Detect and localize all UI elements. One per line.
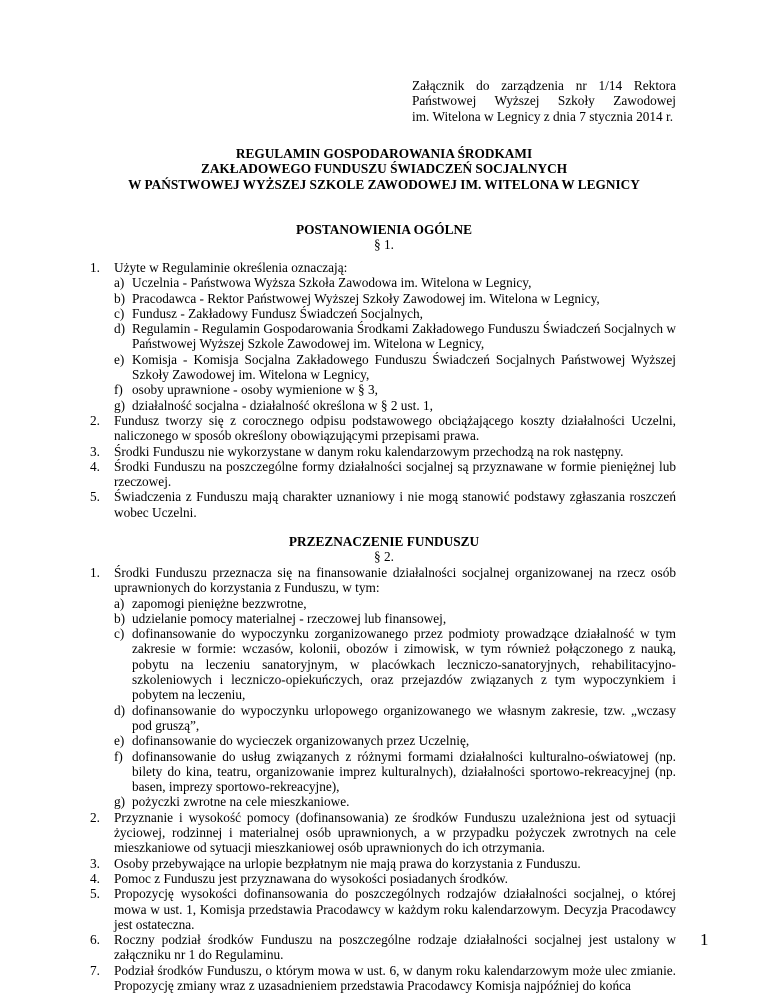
sub-item: d) Regulamin - Regulamin Gospodarowania Środkami Zakładowego Funduszu Świadczeń Socjalnych w Państwowej Wyższej Szkole Zawodowej im. Witelona w Legnicy,: [114, 321, 676, 352]
section-1-title: POSTANOWIENIA OGÓLNE: [296, 222, 472, 237]
list-item: 4. Środki Funduszu na poszczególne formy działalności socjalnej są przyznawane w formie pieniężnej lub rzeczowej.: [90, 458, 676, 490]
sub-item: c) Fundusz - Zakładowy Fundusz Świadczeń Socjalnych,: [114, 305, 423, 321]
sub-item: b) udzielanie pomocy materialnej - rzeczowej lub finansowej,: [114, 610, 447, 626]
sub-item: g) pożyczki zwrotne na cele mieszkaniowe.: [114, 794, 350, 810]
sub-item: a) Uczelnia - Państwowa Wyższa Szkoła Zawodowa im. Witelona w Legnicy,: [114, 275, 532, 291]
section-1-heading: [84, 222, 684, 253]
list-item: 1. Użyte w Regulaminie określenia oznaczają: a) Uczelnia - Państwowa Wyższa Szkoła Zawodowa im. Witelona w Legnicy, b) Pracodawca - Rektor Państwowej Wyższej Szkoły Zawodowej im. Witelona w Legnicy, c) Fundusz - Zakładowy Fundusz Świadczeń Socjalnych, d) Regulamin - Regulamin Gospodarowania Środkami Zakładowego Funduszu Świadczeń Socjalnych w Państwowej Wyższej Szkole Zawodowej im. Witelona w Legnicy, e) Komisja - Komisja Socjalna Zakładowego Funduszu Świadczeń Socjalnych Państwowej Wyższej Szkoły Zawodowej im. Witelona w Legnicy, f) osoby uprawnione - osoby wymienione w § 3, g) działalność socjalna - działalność określona w § 2 ust. 1,: [90, 260, 676, 413]
list-item: 5. Świadczenia z Funduszu mają charakter uznaniowy i nie mogą stanowić podstawy zgłaszania roszczeń wobec Uczelni.: [90, 489, 676, 520]
list-item: 1. Środki Funduszu przeznacza się na finansowanie działalności socjalnej organizowanej na rzecz osób uprawnionych do korzystania z Funduszu, w tym: a) zapomogi pieniężne bezzwrotne, b) udzielanie pomocy materialnej - rzeczowej lub finansowej, c) dofinansowanie do wypoczynku zorganizowanego przez podmioty prowadzące działalność w tym zakresie w formie: wczasów, kolonii, obozów i zimowisk, w tym również połączonego z nauką, pobytu na leczeniu sanatoryjnym, w placówkach leczniczo-sanatoryjnych, rehabilitacyjno-szkoleniowych i leczniczo-opiekuńczych, oraz przejazdów związanych z tym wypoczynkiem i pobytem na leczeniu, d) dofinansowanie do wypoczynku urlopowego organizowanego we własnym zakresie, tzw. „wczasy pod gruszą”, e) dofinansowanie do wycieczek organizowanych przez Uczelnię, f) dofinansowanie do usług związanych z różnymi formami działalności kulturalno-oświatowej (np. bilety do kina, teatru, organizowanie imprez kulturalnych), działalności sportowo-rekreacyjnej (np. basen, imprezy sportowo-rekreacyjne), g) pożyczki zwrotne na cele mieszkaniowe.: [90, 565, 676, 810]
list-item: 2. Fundusz tworzy się z corocznego odpisu podstawowego obciążającego koszty działalności Uczelni, naliczonego w sposób określony obowiązującymi przepisami prawa.: [90, 412, 676, 444]
sub-item: a) zapomogi pieniężne bezzwrotne,: [114, 595, 307, 611]
sub-item: f) osoby uprawnione - osoby wymienione w § 3,: [114, 382, 378, 398]
document-title: [84, 146, 684, 192]
title-line-1: REGULAMIN GOSPODAROWANIA ŚRODKAMI: [235, 146, 533, 161]
section-2-paragraph-sign: § 2.: [374, 549, 394, 565]
list-item: 5. Propozycję wysokości dofinansowania do poszczególnych rodzajów działalności socjalnej, o której mowa w ust. 1, Komisja przedstawia Pracodawcy w każdym roku kalendarzowym. Decyzja Pracodawcy jest ostateczna.: [90, 886, 676, 932]
title-line-3: W PAŃSTWOWEJ WYŻSZEJ SZKOLE ZAWODOWEJ IM. WITELONA W LEGNICY: [128, 176, 640, 192]
annex-line-3: im. Witelona w Legnicy z dnia 7 stycznia 2014 r.: [412, 108, 674, 124]
sub-item: d) dofinansowanie do wypoczynku urlopowego organizowanego we własnym zakresie, tzw. „wczasy pod gruszą”,: [114, 702, 676, 733]
page-number: 1: [700, 930, 709, 949]
list-item: 7. Podział środków Funduszu, o którym mowa w ust. 6, w danym roku kalendarzowym może ulec zmianie. Propozycję zmiany wraz z uzasadnieniem przedstawia Pracodawcy Komisja najpóźniej do końca: [90, 962, 676, 994]
section-2-title: PRZEZNACZENIE FUNDUSZU: [288, 534, 480, 549]
section-2-heading: [84, 534, 684, 565]
list-item: 3. Osoby przebywające na urlopie bezpłatnym nie mają prawa do korzystania z Funduszu.: [90, 855, 581, 871]
list-item: 2. Przyznanie i wysokość pomocy (dofinansowania) ze środków Funduszu uzależniona jest od sytuacji życiowej, rodzinnej i materialnej osób uprawnionych, a w przypadku pożyczek zwrotnych na cele mieszkaniowe od sytuacji mieszkaniowej osób uprawnionych do ich otrzymania.: [90, 809, 676, 856]
sub-item: e) dofinansowanie do wycieczek organizowanych przez Uczelnię,: [114, 733, 470, 749]
sub-item: c) dofinansowanie do wypoczynku zorganizowanego przez podmioty prowadzące działalność w tym zakresie w formie: wczasów, kolonii, obozów i zimowisk, w tym również połączonego z nauką, pobytu na leczeniu sanatoryjnym, w placówkach leczniczo-sanatoryjnych, rehabilitacyjno-szkoleniowych i leczniczo-opiekuńczych, oraz przejazdów związanych z tym wypoczynkiem i pobytem na leczeniu,: [114, 626, 676, 703]
section-2-list: [90, 565, 676, 993]
sub-item: f) dofinansowanie do usług związanych z różnymi formami działalności kulturalno-oświatowej (np. bilety do kina, teatru, organizowanie imprez kulturalnych), działalności sportowo-rekreacyjnej (np. basen, imprezy sportowo-rekreacyjne),: [114, 748, 676, 795]
list-item: 4. Pomoc z Funduszu jest przyznawana do wysokości posiadanych środków.: [90, 870, 508, 886]
section-1-list: [90, 260, 676, 520]
sub-item: g) działalność socjalna - działalność określona w § 2 ust. 1,: [114, 397, 433, 413]
list-item: 6. Roczny podział środków Funduszu na poszczególne rodzaje działalności socjalnej jest ustalony w załączniku nr 1 do Regulaminu.: [90, 932, 676, 963]
section-1-paragraph-sign: § 1.: [374, 237, 394, 253]
title-line-2: ZAKŁADOWEGO FUNDUSZU ŚWIADCZEŃ SOCJALNYCH: [200, 161, 568, 177]
annex-line-1: Załącznik do zarządzenia nr 1/14 Rektora: [412, 78, 676, 93]
sub-item: e) Komisja - Komisja Socjalna Zakładowego Funduszu Świadczeń Socjalnych Państwowej Wyższej Szkoły Zawodowej im. Witelona w Legnicy,: [114, 351, 676, 383]
list-item: 3. Środki Funduszu nie wykorzystane w danym roku kalendarzowym przechodzą na rok następny.: [90, 443, 624, 459]
sub-item: b) Pracodawca - Rektor Państwowej Wyższej Szkoły Zawodowej im. Witelona w Legnicy,: [114, 290, 600, 306]
annex-note: [412, 78, 676, 124]
annex-line-2: Państwowej Wyższej Szkoły Zawodowej: [412, 93, 676, 109]
